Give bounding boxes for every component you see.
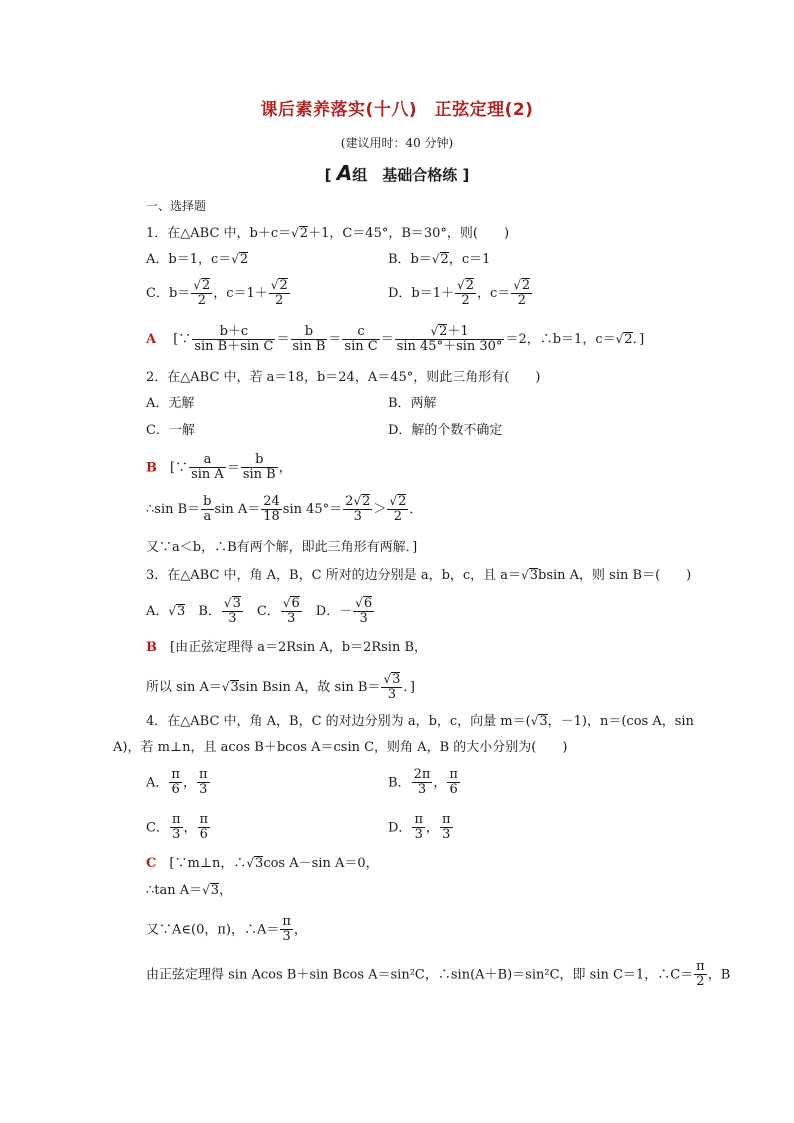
q4-stem-line1: 4．在△ABC 中，角 A，B，C 的对边分别为 a，b，c，向量 m＝(√3，－1)，n＝(cos A，sin [146,714,694,729]
q2-solution-line2: ∴sin B＝ $\frac{b}{a}$ sin A＝ $\frac{24}{18}$ sin 45°＝ $\frac{2√2}{3}$ ＞ $\frac{√2}{2}$ ． [146,493,423,525]
q4-solution-line2: ∴tan A＝√3， [146,883,233,898]
q2-answer: B [146,460,157,476]
group-bracket-left: [ [324,166,332,184]
q4-stem-line2: A)，若 m⊥n，且 acos B＋bcos A＝csin C，则角 A，B 的大小分别为( ) [113,740,568,755]
section-heading: 一、选择题 [146,199,207,213]
q2-option-a: A．无解 [146,396,195,411]
q1-solution: A [∵ $\frac{b+c}{\text{sin B＋sin C}}$ ＝ $\frac{b}{\text{sin B}}$ ＝ $\frac{c}{\text{sin C}}$ ＝ $\frac{√2+1}{\sin 45^\circ+\sin 30^\circ}$ ＝2，∴b＝1，c＝√2．] [146,323,645,355]
group-letter: A [336,161,353,185]
group-heading [0,163,794,183]
q1-stem: 1．在△ABC 中，b＋c＝√2＋1，C＝45°，B＝30°，则( ) [146,226,510,241]
q3-solution-line2: 所以 sin A＝√3sin Bsin A，故 sin B＝ $\frac{√3}{3}$ ．] [146,672,415,703]
group-text: 组 基础合格练 [352,166,458,184]
page-title: 课后素养落实(十八) 正弦定理(2) [260,100,534,120]
q2-option-c: C．一解 [146,423,195,438]
q3-solution-line1: B [由正弦定理得 a＝2Rsin A，b＝2Rsin B， [146,640,428,655]
q2-option-d: D．解的个数不确定 [388,423,503,438]
q1-option-b: B．b＝√2，c＝1 [388,252,491,267]
q1-option-d: D．b＝1＋ $\frac{√2}{2}$ ，c＝ $\frac{√2}{2}$ [388,278,531,309]
q4-option-a: A． $\frac{\pi}{6}$ ， $\frac{\pi}{3}$ [146,767,208,798]
q4-solution-line4: 由正弦定理得 sin Acos B＋sin Bcos A＝sin²C，∴sin(A＋B)＝sin²C，即 sin C＝1，∴C＝ $\frac{\pi}{2}$ ，B [146,959,731,990]
q3-answer: B [146,640,157,655]
q2-stem: 2．在△ABC 中，若 a＝18，b＝24，A＝45°，则此三角形有( ) [146,370,541,385]
q3-stem: 3．在△ABC 中，角 A，B，C 所对的边分别是 a，b，c，且 a＝√3bsin A，则 sin B＝( ) [146,568,692,583]
q4-answer: C [146,856,157,871]
q2-solution-line1: B [∵ $\frac{a}{\text{sin A}}$ ＝ $\frac{b}{\text{sin B}}$ ， [146,452,292,483]
q1-option-a: A．b＝1，c＝√2 [146,252,249,267]
group-bracket-right: ] [462,166,470,184]
q1-answer: A [146,331,157,347]
suggested-time: (建议用时：40 分钟) [340,136,454,150]
q4-option-b: B． $\frac{2\pi}{3}$ ， $\frac{\pi}{6}$ [388,767,458,798]
q4-option-c: C． $\frac{\pi}{3}$ ， $\frac{\pi}{6}$ [146,812,209,843]
q2-option-b: B．两解 [388,396,437,411]
q3-options: A．√3 B． $\frac{√3}{3}$ C． $\frac{√6}{3}$ D．－ $\frac{√6}{3}$ [146,596,373,627]
q4-solution-line3: 又∵A∈(0，π)，∴A＝ $\frac{\pi}{3}$ ， [146,914,307,945]
q1-option-c: C．b＝ $\frac{√2}{2}$ ，c＝1＋ $\frac{√2}{2}$ [146,278,288,309]
q4-option-d: D． $\frac{\pi}{3}$ ， $\frac{\pi}{3}$ [388,812,451,843]
q4-solution-line1: C [∵m⊥n，∴√3cos A－sin A＝0， [146,856,379,871]
q2-solution-line3: 又∵a＜b，∴B有两个解，即此三角形有两解．] [146,540,418,555]
